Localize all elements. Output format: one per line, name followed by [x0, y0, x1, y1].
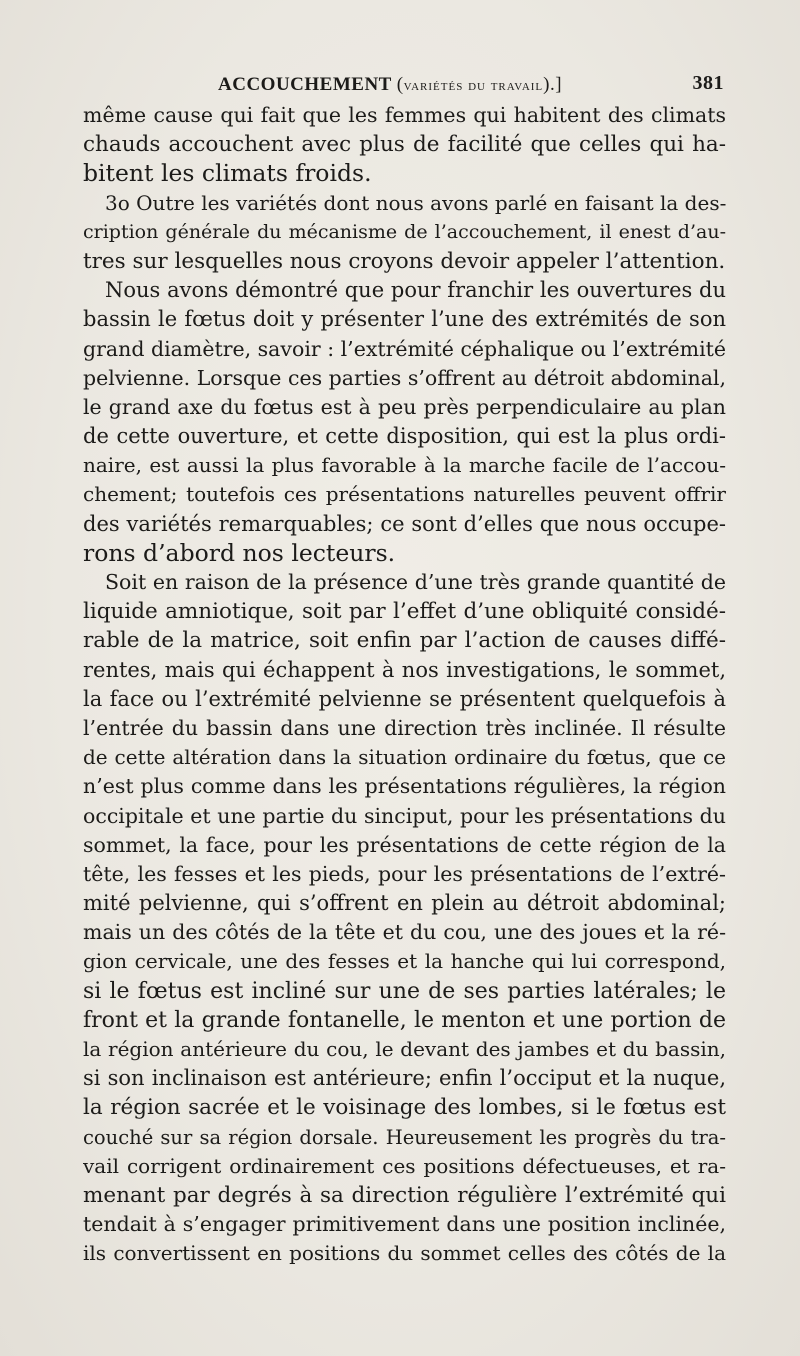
text-line: chement; toutefois ces présentations naturelles peuvent offrir: [83, 482, 726, 507]
text-line: n’est plus comme dans les présentations régulières, la région: [83, 774, 726, 799]
text-line: 3o Outre les variétés dont nous avons parlé en faisant la des-: [105, 190, 726, 215]
text-line: rons d’abord nos lecteurs.: [83, 538, 396, 567]
running-title-open-paren: (: [396, 74, 404, 95]
running-header: [200, 70, 740, 100]
text-line: grand diamètre, savoir : l’extrémité céphalique ou l’extrémité: [83, 336, 726, 361]
running-title: [218, 74, 562, 96]
text-line: la face ou l’extrémité pelvienne se présentent quelquefois à: [83, 686, 726, 711]
text-line: bitent les climats froids.: [83, 159, 372, 188]
text-line: de cette ouverture, et cette disposition, qui est la plus ordi-: [83, 424, 726, 449]
text-line: bassin le fœtus doit y présenter l’une des extrémités de son: [83, 307, 726, 332]
text-line: la région antérieure du cou, le devant des jambes et du bassin,: [83, 1037, 726, 1061]
text-line: rentes, mais qui échappent à nos investigations, le sommet,: [83, 657, 726, 682]
text-line: front et la grande fontanelle, le menton et une portion de: [83, 1007, 726, 1033]
running-title-main: ACCOUCHEMENT: [218, 74, 392, 95]
body-text: [83, 101, 726, 1269]
text-line: le grand axe du fœtus est à peu près perpendiculaire au plan: [83, 394, 726, 419]
text-line: ils convertissent en positions du sommet celles des côtés de la: [83, 1241, 726, 1266]
text-line: chauds accouchent avec plus de facilité que celles qui ha-: [83, 132, 726, 158]
text-line: mais un des côtés de la tête et du cou, une des joues et la ré-: [83, 920, 726, 945]
text-line: si le fœtus est incliné sur une de ses parties latérales; le: [83, 978, 726, 1004]
text-line: vail corrigent ordinairement ces positions défectueuses, et ra-: [83, 1153, 726, 1178]
text-line: rable de la matrice, soit enfin par l’action de causes diffé-: [83, 628, 726, 654]
text-line: sommet, la face, pour les présentations de cette région de la: [83, 832, 726, 857]
text-line: la région sacrée et le voisinage des lombes, si le fœtus est: [83, 1095, 726, 1121]
text-line: des variétés remarquables; ce sont d’elles que nous occupe-: [83, 511, 726, 536]
running-title-close-paren: ).]: [543, 74, 563, 95]
text-line: couché sur sa région dorsale. Heureusement les progrès du tra-: [83, 1125, 726, 1149]
text-line: gion cervicale, une des fesses et la hanche qui lui correspond,: [83, 949, 726, 974]
text-line: tête, les fesses et les pieds, pour les présentations de l’extré-: [83, 861, 726, 886]
text-line: l’entrée du bassin dans une direction très inclinée. Il résulte: [83, 715, 726, 740]
text-line: naire, est aussi la plus favorable à la marche facile de l’accou-: [83, 453, 726, 478]
page-number: 381: [692, 72, 724, 94]
text-line: mité pelvienne, qui s’offrent en plein au détroit abdominal;: [83, 891, 726, 916]
text-line: tendait à s’engager primitivement dans une position inclinée,: [83, 1212, 726, 1237]
text-line: liquide amniotique, soit par l’effet d’une obliquité considé-: [83, 599, 726, 625]
text-line: cription générale du mécanisme de l’accouchement, il enest d’au-: [83, 220, 726, 243]
running-title-subtitle: variétés du travail: [403, 78, 544, 94]
text-line: occipitale et une partie du sinciput, pour les présentations du: [83, 803, 726, 828]
text-line: Soit en raison de la présence d’une très grande quantité de: [105, 570, 726, 594]
text-line: menant par degrés à sa direction régulière l’extrémité qui: [83, 1182, 726, 1208]
text-line: tres sur lesquelles nous croyons devoir appeler l’attention.: [83, 248, 726, 274]
text-line: de cette altération dans la situation ordinaire du fœtus, que ce: [83, 745, 726, 770]
text-line: pelvienne. Lorsque ces parties s’offrent au détroit abdominal,: [83, 365, 726, 390]
text-line: si son inclinaison est antérieure; enfin l’occiput et la nuque,: [83, 1066, 726, 1091]
text-line: même cause qui fait que les femmes qui habitent des climats: [83, 103, 726, 127]
text-line: Nous avons démontré que pour franchir les ouvertures du: [105, 278, 726, 303]
